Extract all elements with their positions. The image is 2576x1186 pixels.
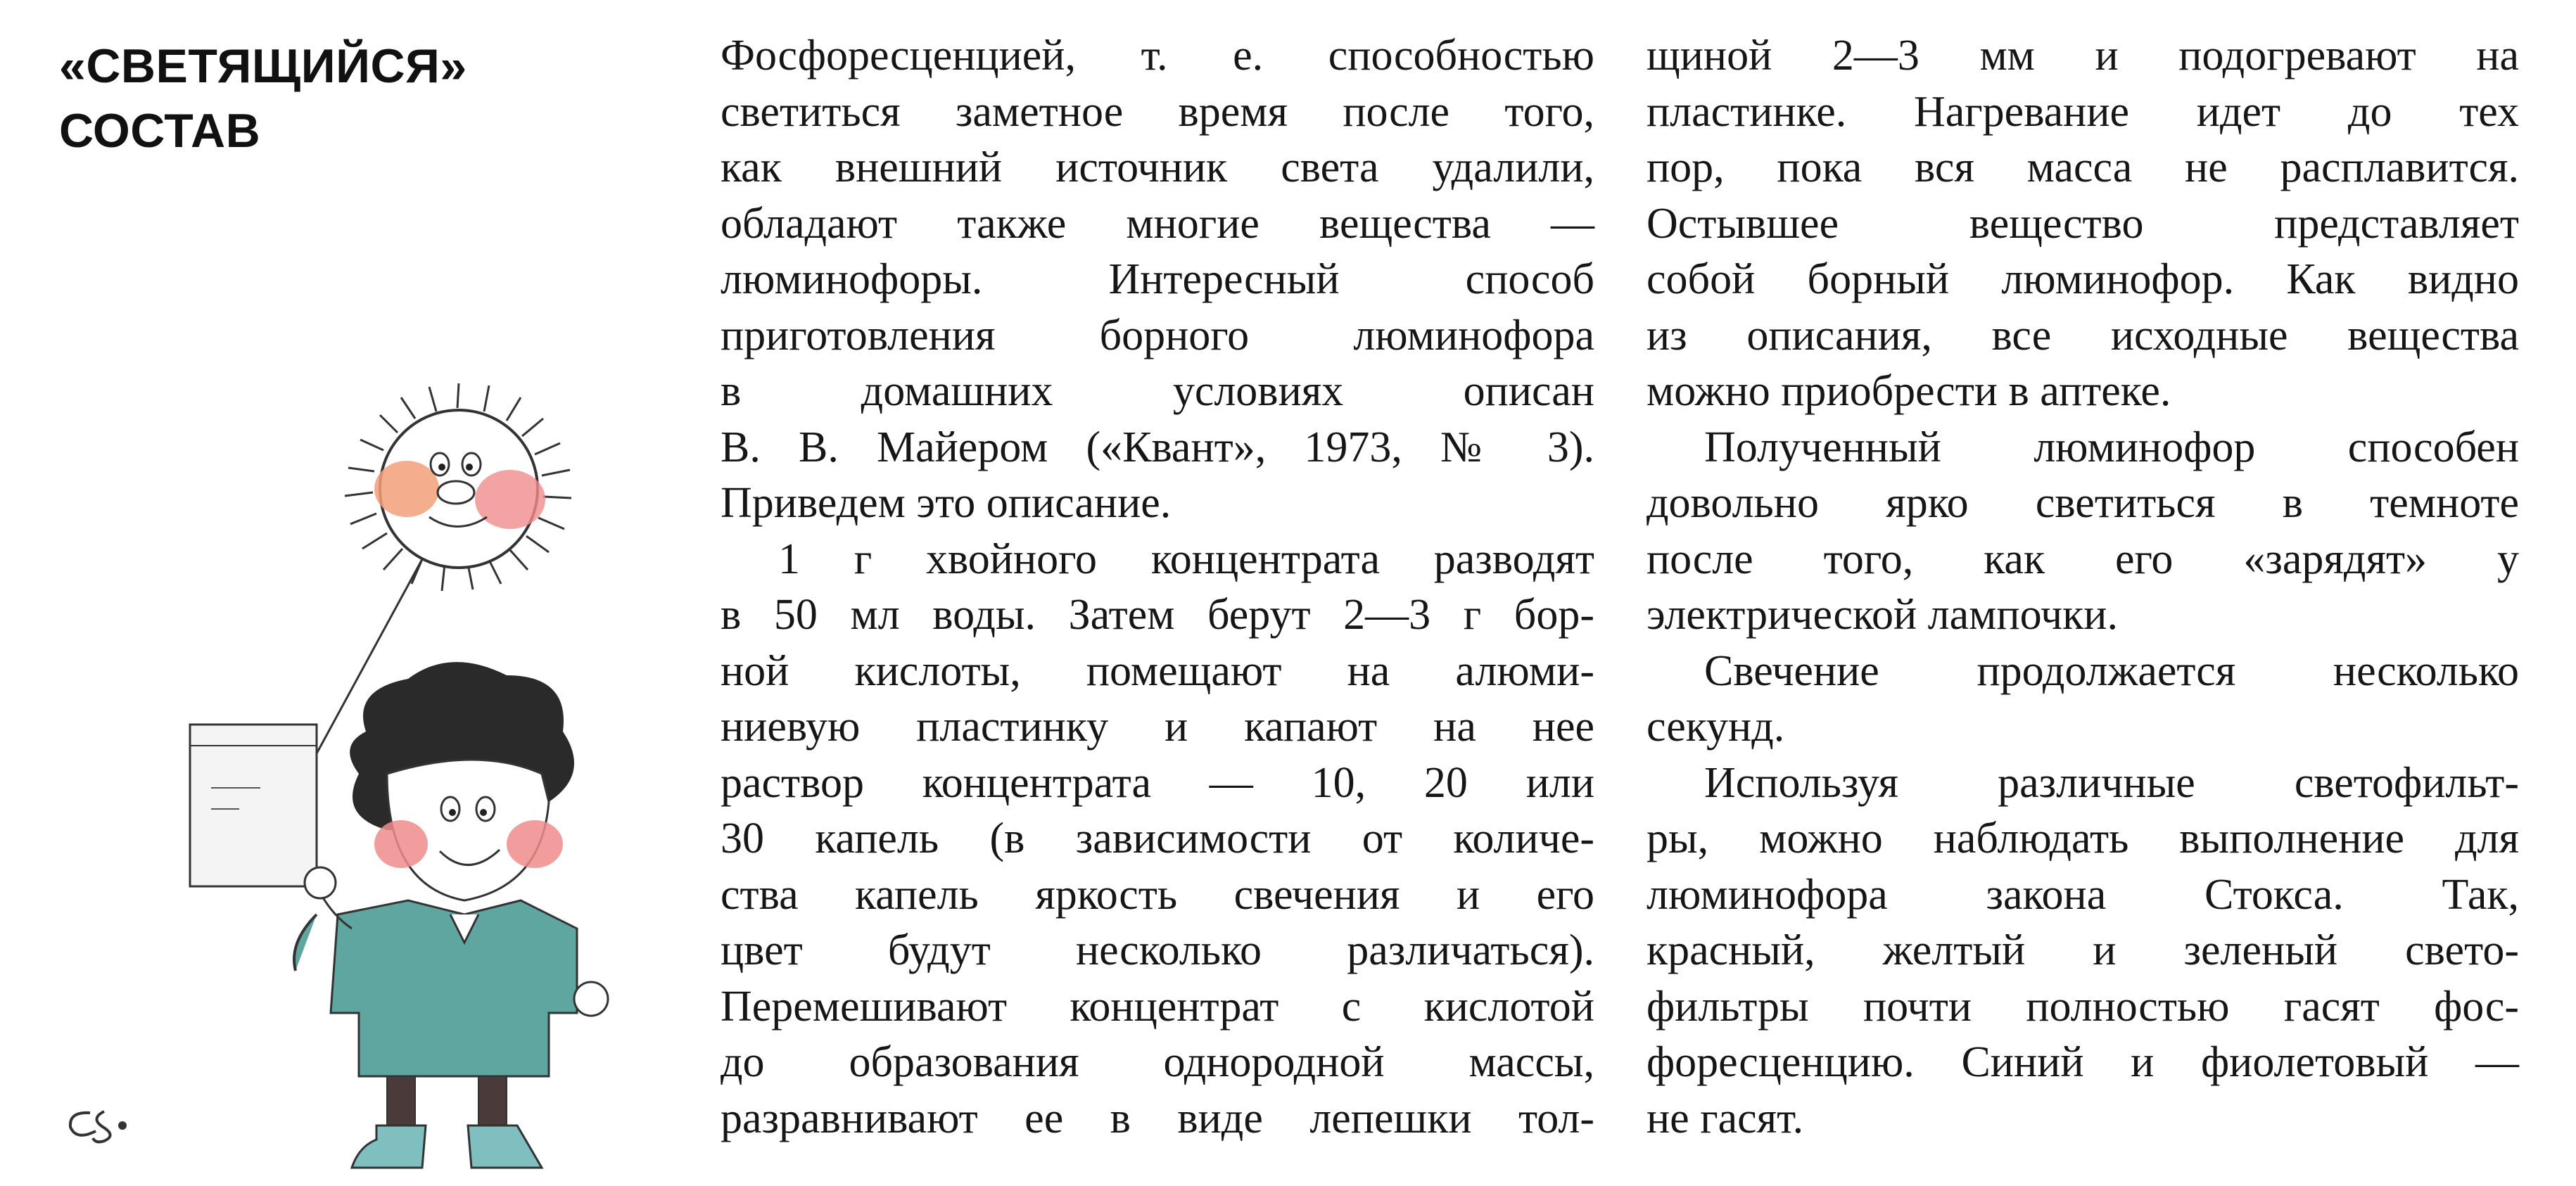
text-line: приготовления борного люминофора (721, 311, 1594, 359)
text-line: фильтры почти полностью гасят фос- (1647, 982, 2519, 1031)
text-line: ры, можно наблюдать выполнение для (1647, 815, 2519, 862)
character-face (374, 760, 563, 900)
text-line: Используя различные светофильт- (1704, 758, 2519, 807)
text-line: в 50 мл воды. Затем берут 2—3 г бор- (721, 591, 1594, 639)
text-line: светиться заметное время после того, (721, 87, 1594, 136)
text-line: Свечение продолжается несколько (1704, 646, 2519, 695)
article-title (59, 34, 566, 163)
text-column-1 (721, 28, 1594, 1147)
character-body (305, 867, 608, 1168)
text-line: ниевую пластинку и капают на нее (721, 703, 1594, 751)
text-line: 30 капель (в зависимости от количе- (721, 815, 1594, 862)
text-line: секунд. (1647, 703, 1785, 751)
text-line: цвет будут несколько различаться). (721, 926, 1594, 974)
title-line-2: СОСТАВ (59, 104, 261, 158)
text-line: форесценцию. Синий и фиолетовый — (1647, 1038, 2519, 1086)
title-line-1: «СВЕТЯЩИЙСЯ» (59, 39, 467, 93)
text-line: разравнивают ее в виде лепешки тол- (721, 1094, 1594, 1142)
text-line: Остывшее вещество представляет (1647, 199, 2519, 248)
text-line: Перемешивают концентрат с кислотой (721, 982, 1594, 1031)
text-line: пор, пока вся масса не расплавится. (1647, 144, 2519, 191)
text-line: ства капель яркость свечения и его (721, 870, 1594, 919)
text-line: В. В. Майером («Квант», 1973, № 3). (721, 423, 1594, 471)
beaker-icon (190, 725, 317, 886)
text-line: можно приобрести в аптеке. (1647, 367, 2171, 415)
artist-signature-icon (62, 1097, 189, 1147)
text-line: люминофора закона Стокса. Так, (1647, 870, 2519, 919)
text-line: как внешний источник света удалили, (721, 144, 1594, 191)
text-line: не гасят. (1647, 1094, 1804, 1142)
text-line: обладают также многие вещества — (721, 199, 1594, 248)
text-line: ной кислоты, помещают на алюми- (721, 646, 1594, 695)
text-line: до образования однородной массы, (721, 1038, 1594, 1086)
text-line: в домашних условиях описан (721, 367, 1594, 415)
text-line: Фосфоресценцией, т. е. способностью (721, 32, 1594, 79)
text-line: 1 г хвойного концентрата разводят (778, 535, 1594, 583)
text-line: люминофоры. Интересный способ (721, 255, 1594, 303)
text-line: электрической лампочки. (1647, 591, 2118, 639)
text-line: из описания, все исходные вещества (1647, 311, 2519, 359)
sun-icon (374, 410, 545, 568)
cartoon-illustration (56, 380, 675, 1175)
text-line: Приведем это описание. (721, 479, 1172, 527)
text-line: пластинке. Нагревание идет до тех (1647, 87, 2519, 136)
text-line: собой борный люминофор. Как видно (1647, 255, 2519, 303)
text-line: после того, как его «зарядят» у (1647, 535, 2519, 583)
text-line: щиной 2—3 мм и подогревают на (1647, 32, 2519, 79)
text-column-2 (1647, 28, 2519, 1147)
text-line: Полученный люминофор способен (1704, 423, 2519, 471)
text-line: раствор концентрата — 10, 20 или (721, 758, 1594, 807)
text-line: красный, желтый и зеленый свето- (1647, 926, 2519, 974)
text-line: довольно ярко светиться в темноте (1647, 479, 2519, 527)
